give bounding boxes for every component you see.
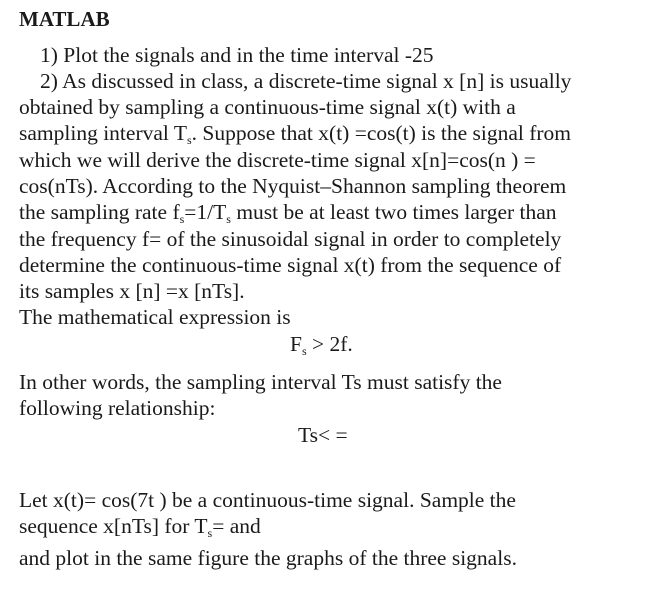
text-fragment: F bbox=[290, 332, 302, 356]
subscript: s bbox=[179, 212, 185, 226]
task-item-2-line-4: which we will derive the discrete-time signal x[n]=cos(n ) = bbox=[19, 148, 536, 172]
final-task-line-2 bbox=[19, 513, 261, 539]
subscript: s bbox=[187, 133, 192, 147]
other-words-line-2: following relationship: bbox=[19, 396, 216, 420]
text-fragment: must be at least two times larger than bbox=[230, 200, 557, 224]
task-item-2-line-6 bbox=[19, 199, 557, 225]
task-item-2-line-7: the frequency f= of the sinusoidal signal in order to completely bbox=[19, 227, 562, 251]
task-item-2-line-1: 2) As discussed in class, a discrete-time signal x [n] is usually bbox=[40, 69, 572, 93]
final-task-line-1: Let x(t)= cos(7t ) be a continuous-time signal. Sample the bbox=[19, 488, 516, 512]
text-fragment: sequence x[nTs] for T bbox=[19, 514, 208, 538]
interval-formula: Ts< = bbox=[298, 423, 348, 447]
task-item-2-line-8: determine the continuous-time signal x(t) from the sequence of bbox=[19, 253, 562, 277]
final-task-line-3: and plot in the same figure the graphs of the three signals. bbox=[19, 546, 517, 570]
math-intro: The mathematical expression is bbox=[19, 305, 291, 329]
text-fragment: sampling interval T bbox=[19, 121, 187, 145]
task-item-2-line-2: obtained by sampling a continuous-time signal x(t) with a bbox=[19, 95, 516, 119]
task-item-1: 1) Plot the signals and in the time interval -25 bbox=[40, 43, 434, 67]
text-fragment: > 2f. bbox=[306, 332, 353, 356]
text-fragment: =1/T bbox=[184, 200, 227, 224]
other-words-line-1: In other words, the sampling interval Ts must satisfy the bbox=[19, 370, 502, 394]
task-item-2-line-9: its samples x [n] =x [nTs]. bbox=[19, 279, 245, 303]
subscript: s bbox=[301, 344, 307, 358]
text-fragment: the sampling rate f bbox=[19, 200, 180, 224]
document-heading: MATLAB bbox=[19, 7, 110, 31]
task-item-2-line-3 bbox=[19, 120, 571, 146]
subscript: s bbox=[226, 212, 231, 226]
text-fragment: = and bbox=[212, 514, 261, 538]
task-item-2-line-5: cos(nTs). According to the Nyquist–Shannon sampling theorem bbox=[19, 174, 567, 198]
text-fragment: . Suppose that x(t) =cos(t) is the signal from bbox=[191, 121, 572, 145]
sampling-formula bbox=[290, 331, 353, 357]
subscript: s bbox=[207, 526, 213, 540]
